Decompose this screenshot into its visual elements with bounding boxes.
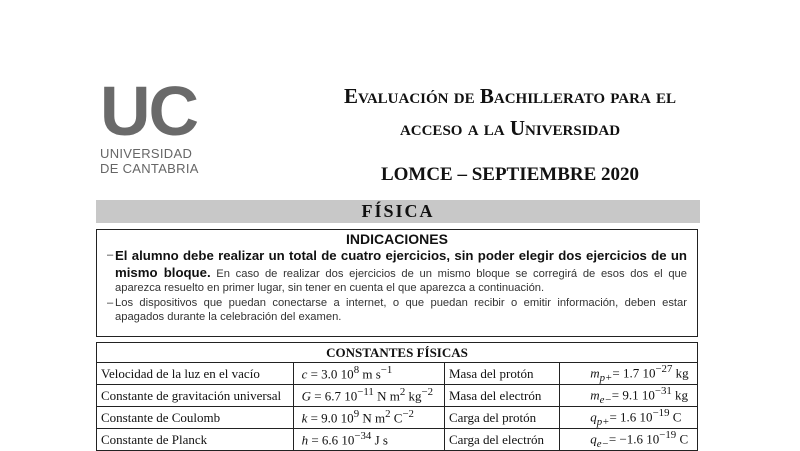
constant-name: Constante de Coulomb [97,407,294,429]
university-logo [100,72,210,182]
constant-name: Carga del electrón [444,429,559,451]
logo-text-line2: DE CANTABRIA [100,161,199,176]
constant-value: c = 3.0 $10^8$ m $s^{-1}$ [293,363,444,385]
exam-title-line1: Evaluación de Bachillerato para el [343,84,677,108]
constant-value: $q_{e-}= -1.6$ $10^{-19}$ C [560,429,698,451]
subject-title: FÍSICA [96,200,700,223]
logo-mark: UC [100,72,198,150]
table-row [97,429,698,451]
constant-value: $m_{e-}= 9.1$ $10^{-31}$ kg [560,385,698,407]
constant-name: Masa del electrón [444,385,559,407]
instruction-item-1-text: En caso de realizar dos ejercicios de un mismo bloque se corregirá de esos dos el que aparezca resuelto en primer lugar, sin tener en cuenta el que aparezca a continuación. [115,267,687,294]
constant-value: $q_{p+}= 1.6$ $10^{-19}$ C [560,407,698,429]
constants-table [96,342,698,451]
constant-value: G = 6.7 $10^{-11}$ N $m^2$ $kg^{-2}$ [293,385,444,407]
instruction-item-1 [107,248,687,296]
table-row [97,407,698,429]
constant-name: Carga del protón [444,407,559,429]
logo-text-line1: UNIVERSIDAD [100,146,193,161]
constant-name: Velocidad de la luz en el vacío [97,363,294,385]
instruction-item-1-bold: El alumno debe realizar un total de cuatro ejercicios, sin poder elegir dos ejercicios de un mismo bloque. [115,248,687,280]
constant-value: k = 9.0 $10^9$ N $m^2$ $C^{-2}$ [293,407,444,429]
exam-title-line2: acceso a la Universidad [399,116,621,140]
exam-header [300,80,720,186]
constant-name: Constante de Planck [97,429,294,451]
bullet-dash: – [107,296,114,309]
bullet-dash: – [107,249,114,261]
instruction-item-2-text: Los dispositivos que puedan conectarse a internet, o que puedan recibir o emitir información, deben estar apagados durante la celebración del examen. [115,296,687,323]
table-row [97,385,698,407]
constant-name: Masa del protón [444,363,559,385]
constants-header-row [97,343,698,363]
instruction-item-2 [107,296,687,325]
instructions-box [96,229,698,337]
constant-name: Constante de gravitación universal [97,385,294,407]
constant-value: $m_{p+}= 1.7$ $10^{-27}$ kg [560,363,698,385]
constant-value: h = 6.6 $10^{-34}$ J s [293,429,444,451]
exam-session: LOMCE – SEPTIEMBRE 2020 [380,164,640,185]
constants-title: CONSTANTES FÍSICAS [97,343,698,363]
table-row [97,363,698,385]
instructions-title: INDICACIONES [346,231,448,247]
